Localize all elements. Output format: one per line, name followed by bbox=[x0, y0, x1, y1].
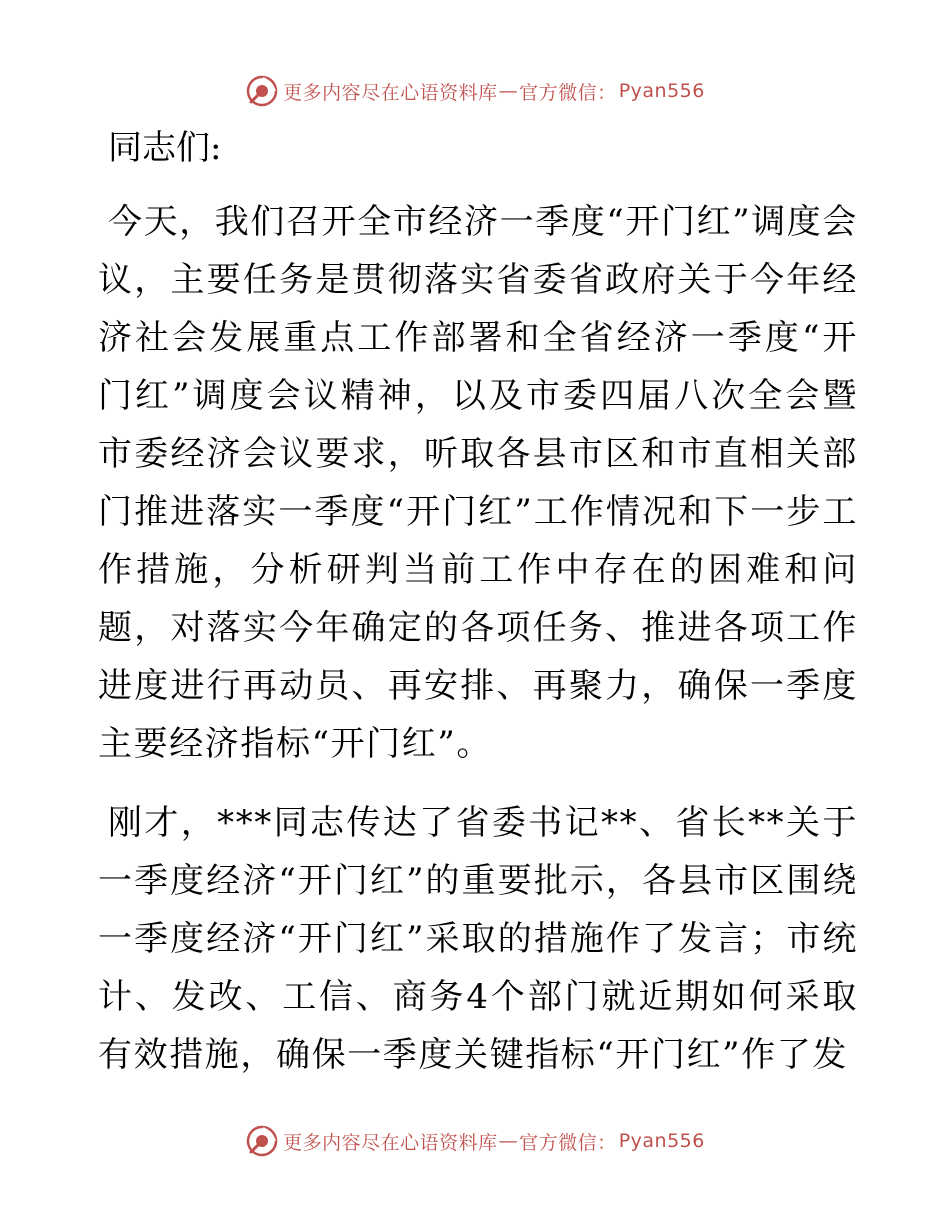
header-watermark-banner bbox=[0, 71, 950, 111]
banner-wechat-label: 官方微信： bbox=[519, 1131, 617, 1154]
banner-dash: — bbox=[498, 80, 519, 102]
salutation: 同志们: bbox=[108, 128, 222, 168]
banner-main-text: 更多内容尽在心语资料库 bbox=[283, 1131, 498, 1154]
footer-watermark-banner bbox=[0, 1121, 950, 1161]
pen-logo-icon bbox=[245, 1124, 279, 1158]
banner-main-text: 更多内容尽在心语资料库 bbox=[283, 81, 498, 104]
body-paragraph-2: 刚才，***同志传达了省委书记**、省长**关于一季度经济“开门红”的重要批示，各县市区围绕一季度经济“开门红”采取的措施作了发言；市统计、发改、工信、商务4个部门就近期如何采取有效措施，确保一季度关键指标“开门红”作了发 bbox=[98, 803, 858, 1075]
banner-wechat-label: 官方微信： bbox=[519, 81, 617, 104]
body-paragraph-1: 今天，我们召开全市经济一季度“开门红”调度会议，主要任务是贯彻落实省委省政府关于今年经济社会发展重点工作部署和全省经济一季度“开门红”调度会议精神，以及市委四届八次全会暨市委经济会议要求，听取各县市区和市直相关部门推进落实一季度“开门红”工作情况和下一步工作措施，分析研判当前工作中存在的困难和问题，对落实今年确定的各项任务、推进各项工作进度进行再动员、再安排、再聚力，确保一季度主要经济指标“开门红”。 bbox=[98, 202, 858, 764]
banner-dash: — bbox=[498, 1130, 519, 1152]
banner-wechat-id: Pyan556 bbox=[618, 1130, 705, 1152]
banner-wechat-id: Pyan556 bbox=[618, 80, 705, 102]
pen-logo-icon bbox=[245, 74, 279, 108]
